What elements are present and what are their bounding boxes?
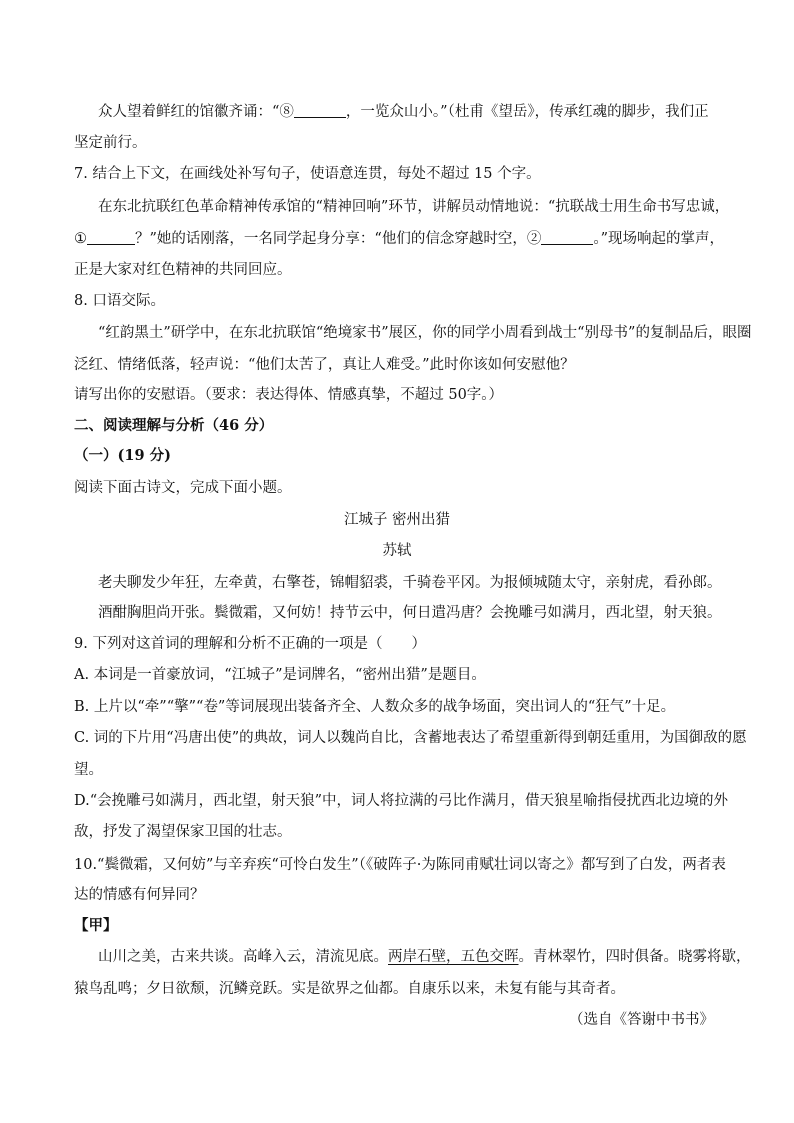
question-10: 10.“鬓微霜，又何妨”与辛弃疾“可怜白发生”（《破阵子·为陈同甫赋壮词以寄之》都写到了白发，两者表 [74, 857, 726, 873]
poem-line: 老夫聊发少年狂，左牵黄，右擎苍，锦帽貂裘，千骑卷平冈。为报倾城随太守，亲射虎，看孙郎。 [98, 575, 722, 591]
text-line [74, 102, 709, 122]
passage-label: 【甲】 [74, 917, 118, 934]
question-8: 8. 口语交际。 [74, 293, 165, 309]
subsection-heading: （一）(19 分) [74, 447, 171, 464]
text-line: 坚定前行。 [74, 135, 147, 151]
poem-author: 苏轼 [382, 543, 412, 559]
answer-blank[interactable] [541, 230, 593, 245]
poem-line: 酒酣胸胆尚开张。鬓微霜，又何妨！持节云中，何日遣冯唐？会挽雕弓如满月，西北望，射天狼。 [98, 605, 722, 621]
section-heading: 二、阅读理解与分析（46 分） [74, 417, 274, 434]
question-7: 7. 结合上下文，在画线处补写句子，使语意连贯，每处不超过 15 个字。 [74, 166, 541, 182]
poem-title: 江城子 密州出猎 [343, 512, 451, 528]
answer-blank[interactable] [87, 230, 135, 245]
text-segment: ？”她的话刚落，一名同学起身分享：“他们的信念穿越时空，② [135, 231, 542, 247]
text-line [74, 229, 724, 249]
answer-blank[interactable] [294, 103, 346, 118]
option-c-cont: 望。 [74, 762, 103, 778]
text-line: “红韵黑土”研学中，在东北抗联馆“绝境家书”展区，你的同学小周看到战士“别母书”的复制品后，眼圈 [98, 325, 752, 341]
text-line: 在东北抗联红色革命精神传承馆的“精神回响”环节，讲解员动情地说：“抗联战士用生命书写忠诚， [98, 199, 730, 215]
instruction: 阅读下面古诗文，完成下面小题。 [74, 480, 292, 496]
text-segment: ① [74, 231, 87, 247]
text-line: 泛红、情绪低落，轻声说：“他们太苦了，真让人难受。”此时你该如何安慰他？ [74, 357, 575, 373]
text-segment: 。”现场响起的掌声， [593, 231, 724, 247]
option-d: D.“会挽雕弓如满月，西北望，射天狼”中，词人将拉满的弓比作满月，借天狼星喻指侵扰西北边境的外 [74, 793, 729, 809]
source-citation: （选自《答谢中书书》 [569, 1012, 714, 1028]
underlined-phrase: 两岸石壁，五色交晖 [388, 949, 519, 965]
text-segment: ，一览众山小。”（杜甫《望岳》，传承红魂的脚步，我们正 [345, 104, 709, 120]
text-line: 正是大家对红色精神的共同回应。 [74, 262, 292, 278]
option-a: A. 本词是一首豪放词，“江城子”是词牌名，“密州出猎”是题目。 [74, 667, 486, 683]
option-d-cont: 敌，抒发了渴望保家卫国的壮志。 [74, 824, 292, 840]
question-9: 9. 下列对这首词的理解和分析不正确的一项是（ ） [74, 636, 426, 652]
text-segment: 山川之美，古来共谈。高峰入云，清流见底。 [98, 949, 388, 965]
prose-line: 猿鸟乱鸣；夕日欲颓，沉鳞竞跃。实是欲界之仙都。自康乐以来，未复有能与其奇者。 [74, 981, 625, 997]
prose-line [98, 947, 751, 967]
text-line: 请写出你的安慰语。（要求：表达得体、情感真挚，不超过 50字。） [74, 387, 504, 403]
text-line: 达的情感有何异同？ [74, 887, 205, 903]
option-c: C. 词的下片用“冯唐出使”的典故，词人以魏尚自比，含蓄地表达了希望重新得到朝廷重用，为国御敌的愿 [74, 730, 747, 746]
text-segment: 众人望着鲜红的馆徽齐诵：“⑧ [98, 104, 294, 120]
option-b: B. 上片以“牵”“擎”“卷”等词展现出装备齐全、人数众多的战争场面，突出词人的“狂气”十足。 [74, 699, 676, 715]
text-segment: 。青林翠竹，四时俱备。晓雾将歇， [518, 949, 751, 965]
